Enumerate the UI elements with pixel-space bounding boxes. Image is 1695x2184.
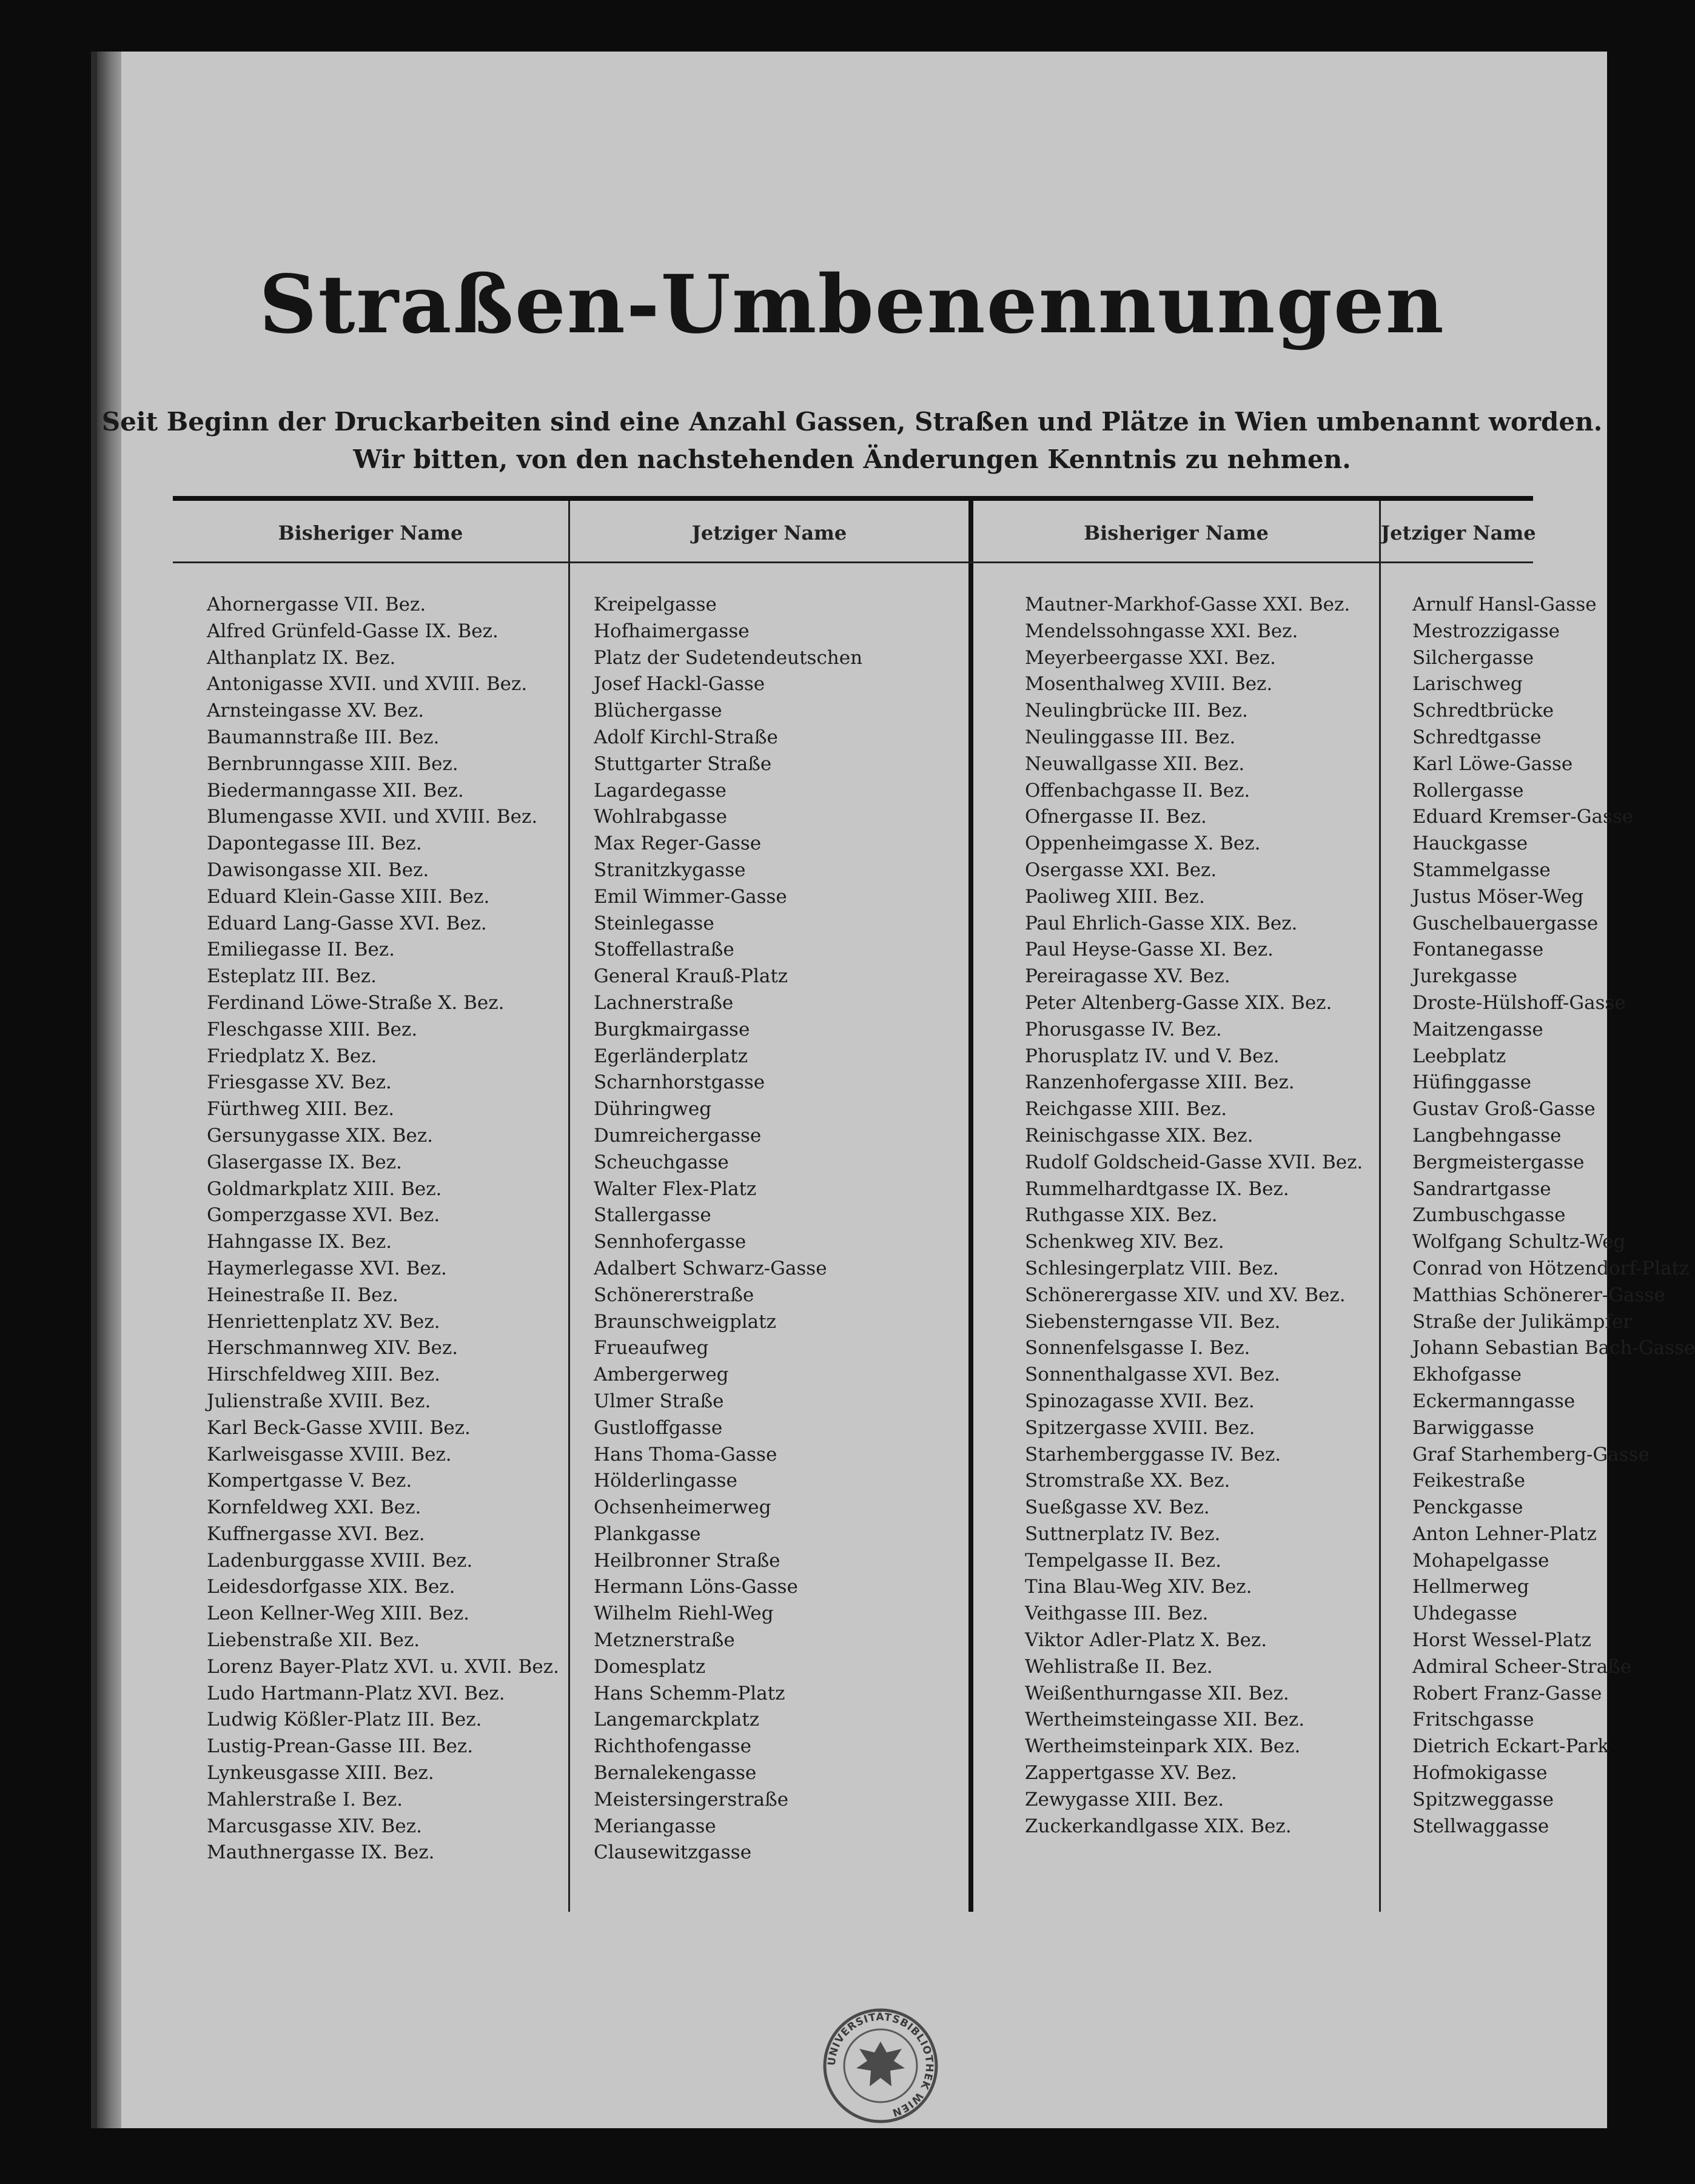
new-street-name: Domesplatz [594, 1655, 706, 1678]
old-street-name: Wertheimsteingasse XII. Bez. [1025, 1709, 1305, 1731]
new-street-name: Zumbuschgasse [1412, 1204, 1566, 1227]
new-street-name: Jurekgasse [1412, 965, 1517, 988]
new-street-name: Stuttgarter Straße [594, 752, 772, 775]
old-street-name: Paoliweg XIII. Bez. [1025, 885, 1205, 908]
old-street-name: Alfred Grünfeld-Gasse IX. Bez. [207, 620, 498, 642]
old-street-name: Arnsteingasse XV. Bez. [207, 700, 425, 722]
old-street-name: Hirschfeldweg XIII. Bez. [207, 1364, 440, 1386]
old-street-name: Ferdinand Löwe-Straße X. Bez. [207, 991, 505, 1014]
old-street-name: Ahornergasse VII. Bez. [207, 594, 426, 615]
old-street-name: Peter Altenberg-Gasse XIX. Bez. [1025, 991, 1332, 1014]
header-old-name-right: Bisheriger Name [1084, 521, 1269, 544]
new-street-name: Egerländerplatz [594, 1045, 748, 1067]
header-rule [173, 561, 1533, 563]
old-street-name: Sueßgasse XV. Bez. [1025, 1496, 1210, 1519]
new-street-name: Scheuchgasse [594, 1151, 729, 1173]
new-street-name: Meriangasse [594, 1815, 716, 1837]
new-street-name: Admiral Scheer-Straße [1412, 1655, 1632, 1678]
old-street-name: Schlesingerplatz VIII. Bez. [1025, 1257, 1279, 1279]
old-street-name: Oppenheimgasse X. Bez. [1025, 832, 1261, 855]
new-street-name: Frueaufweg [594, 1337, 709, 1359]
new-street-name: Platz der Sudetendeutschen [594, 646, 863, 669]
new-street-name: Wohlrabgasse [594, 806, 727, 828]
old-street-name: Ludo Hartmann-Platz XVI. Bez. [207, 1682, 505, 1704]
new-street-name: Stranitzkygasse [594, 859, 746, 881]
new-street-name: Kreipelgasse [594, 594, 717, 615]
new-street-name: Langbehngasse [1412, 1124, 1562, 1147]
new-street-name: Larischweg [1412, 673, 1523, 695]
left-old-names-list [207, 592, 559, 1866]
old-street-name: Neulingbrücke III. Bez. [1025, 700, 1248, 722]
new-street-name: Scharnhorstgasse [594, 1071, 765, 1094]
new-street-name: Wolfgang Schultz-Weg [1412, 1231, 1626, 1253]
new-street-name: Conrad von Hötzendorf-Platz [1412, 1257, 1690, 1279]
new-street-name: Steinlegasse [594, 912, 714, 934]
old-street-name: Paul Ehrlich-Gasse XIX. Bez. [1025, 912, 1298, 934]
old-street-name: Rudolf Goldscheid-Gasse XVII. Bez. [1025, 1151, 1363, 1173]
old-street-name: Fürthweg XIII. Bez. [207, 1098, 395, 1120]
old-street-name: Schönerergasse XIV. und XV. Bez. [1025, 1284, 1346, 1306]
new-street-name: Horst Wessel-Platz [1412, 1629, 1592, 1652]
old-street-name: Mauthnergasse IX. Bez. [207, 1841, 435, 1864]
old-street-name: Zewygasse XIII. Bez. [1025, 1788, 1224, 1811]
old-street-name: Hahngasse IX. Bez. [207, 1231, 392, 1253]
old-street-name: Sonnenthalgasse XVI. Bez. [1025, 1364, 1281, 1386]
old-street-name: Lustig-Prean-Gasse III. Bez. [207, 1735, 474, 1758]
old-street-name: Liebenstraße XII. Bez. [207, 1629, 420, 1652]
old-street-name: Pereiragasse XV. Bez. [1025, 965, 1230, 988]
old-street-name: Stromstraße XX. Bez. [1025, 1470, 1230, 1492]
new-street-name: Adalbert Schwarz-Gasse [594, 1257, 827, 1279]
old-street-name: Karlweisgasse XVIII. Bez. [207, 1443, 452, 1465]
new-street-name: Justus Möser-Weg [1412, 885, 1584, 908]
new-street-name: Stammelgasse [1412, 859, 1551, 881]
new-street-name: Anton Lehner-Platz [1412, 1522, 1597, 1545]
new-street-name: Bernalekengasse [594, 1762, 757, 1784]
old-street-name: Kompertgasse V. Bez. [207, 1470, 412, 1492]
old-street-name: Meyerbeergasse XXI. Bez. [1025, 646, 1276, 669]
new-street-name: Hofhaimergasse [594, 620, 750, 642]
old-street-name: Ladenburggasse XVIII. Bez. [207, 1549, 473, 1572]
old-street-name: Mendelssohngasse XXI. Bez. [1025, 620, 1298, 642]
new-street-name: Eduard Kremser-Gasse [1412, 806, 1634, 828]
old-street-name: Kuffnergasse XVI. Bez. [207, 1522, 425, 1545]
old-street-name: Wehlistraße II. Bez. [1025, 1655, 1213, 1678]
old-street-name: Ruthgasse XIX. Bez. [1025, 1204, 1218, 1227]
new-street-name: Leebplatz [1412, 1045, 1506, 1067]
old-street-name: Starhemberggasse IV. Bez. [1025, 1443, 1281, 1465]
old-street-name: Rummelhardtgasse IX. Bez. [1025, 1177, 1289, 1200]
old-street-name: Gersunygasse XIX. Bez. [207, 1124, 434, 1147]
intro-line-2: Wir bitten, von den nachstehenden Änderungen Kenntnis zu nehmen. [353, 444, 1351, 474]
old-street-name: Phorusgasse IV. Bez. [1025, 1018, 1222, 1040]
old-street-name: Wertheimsteinpark XIX. Bez. [1025, 1735, 1301, 1758]
intro-line-1: Seit Beginn der Druckarbeiten sind eine Anzahl Gassen, Straßen und Plätze in Wien umbenannt worden. [101, 407, 1603, 437]
old-street-name: Antonigasse XVII. und XVIII. Bez. [207, 673, 528, 695]
new-street-name: Stallergasse [594, 1204, 711, 1227]
new-street-name: Uhdegasse [1412, 1603, 1517, 1625]
new-street-name: Feikestraße [1412, 1470, 1525, 1492]
old-street-name: Offenbachgasse II. Bez. [1025, 779, 1250, 802]
old-street-name: Leidesdorfgasse XIX. Bez. [207, 1576, 455, 1598]
new-street-name: Rollergasse [1412, 779, 1524, 802]
new-street-name: Hofmokigasse [1412, 1762, 1548, 1784]
header-new-name-left: Jetziger Name [691, 521, 847, 544]
old-street-name: Ludwig Kößler-Platz III. Bez. [207, 1709, 482, 1731]
old-street-name: Herschmannweg XIV. Bez. [207, 1337, 458, 1359]
old-street-name: Fleschgasse XIII. Bez. [207, 1018, 418, 1040]
new-street-name: Burgkmairgasse [594, 1018, 750, 1040]
old-street-name: Dapontegasse III. Bez. [207, 832, 422, 855]
new-street-name: Metznerstraße [594, 1629, 735, 1652]
new-street-name: Mestrozzigasse [1412, 620, 1560, 642]
old-street-name: Lorenz Bayer-Platz XVI. u. XVII. Bez. [207, 1655, 559, 1678]
old-street-name: Reinischgasse XIX. Bez. [1025, 1124, 1254, 1147]
old-street-name: Leon Kellner-Weg XIII. Bez. [207, 1603, 470, 1625]
new-street-name: Ulmer Straße [594, 1390, 724, 1412]
old-street-name: Tempelgasse II. Bez. [1025, 1549, 1221, 1572]
old-street-name: Bernbrunngasse XIII. Bez. [207, 752, 458, 775]
old-street-name: Suttnerplatz IV. Bez. [1025, 1522, 1221, 1545]
new-street-name: Dietrich Eckart-Park [1412, 1735, 1609, 1758]
old-street-name: Eduard Klein-Gasse XIII. Bez. [207, 885, 490, 908]
new-street-name: Ochsenheimerweg [594, 1496, 771, 1519]
stamp-text: UNIVERSITÄTSBIBLIOTHEK WIEN [825, 2011, 936, 2119]
new-street-name: Wilhelm Riehl-Weg [594, 1603, 774, 1625]
eagle-emblem-icon [856, 2042, 905, 2086]
intro-text [97, 403, 1607, 478]
new-street-name: Fritschgasse [1412, 1709, 1534, 1731]
new-street-name: Gustav Groß-Gasse [1412, 1098, 1596, 1120]
new-street-name: Adolf Kirchl-Straße [594, 726, 778, 748]
old-street-name: Schenkweg XIV. Bez. [1025, 1231, 1224, 1253]
old-street-name: Viktor Adler-Platz X. Bez. [1025, 1629, 1267, 1652]
old-street-name: Osergasse XXI. Bez. [1025, 859, 1217, 881]
library-stamp [820, 2005, 941, 2126]
old-street-name: Mautner-Markhof-Gasse XXI. Bez. [1025, 594, 1351, 615]
old-street-name: Dawisongasse XII. Bez. [207, 859, 429, 881]
new-street-name: Penckgasse [1412, 1496, 1523, 1519]
right-new-names-list [1412, 592, 1695, 1840]
old-street-name: Karl Beck-Gasse XVIII. Bez. [207, 1416, 471, 1439]
new-street-name: Stoffellastraße [594, 939, 734, 961]
old-street-name: Neulinggasse III. Bez. [1025, 726, 1236, 748]
new-street-name: Dühringweg [594, 1098, 712, 1120]
old-street-name: Biedermanngasse XII. Bez. [207, 779, 464, 802]
old-street-name: Sonnenfelsgasse I. Bez. [1025, 1337, 1250, 1359]
old-street-name: Julienstraße XVIII. Bez. [207, 1390, 431, 1412]
new-street-name: Graf Starhemberg-Gasse [1412, 1443, 1650, 1465]
old-street-name: Friedplatz X. Bez. [207, 1045, 377, 1067]
new-street-name: Blüchergasse [594, 700, 722, 722]
book-spine [97, 52, 121, 2128]
new-street-name: Sandrartgasse [1412, 1177, 1551, 1200]
new-street-name: Schredtbrücke [1412, 700, 1554, 722]
new-street-name: Emil Wimmer-Gasse [594, 885, 787, 908]
left-new-names-list [594, 592, 862, 1866]
new-street-name: Hölderlingasse [594, 1470, 737, 1492]
header-new-name-right: Jetziger Name [1381, 521, 1536, 544]
header-old-name-left: Bisheriger Name [278, 521, 463, 544]
column-divider [568, 501, 570, 1912]
new-street-name: Gustloffgasse [594, 1416, 723, 1439]
new-street-name: Stellwaggasse [1412, 1815, 1549, 1837]
new-street-name: Langemarckplatz [594, 1709, 760, 1731]
new-street-name: Mohapelgasse [1412, 1549, 1549, 1572]
new-street-name: Barwiggasse [1412, 1416, 1534, 1439]
renaming-table [173, 496, 1695, 1917]
new-street-name: Braunschweigplatz [594, 1310, 776, 1333]
old-street-name: Mosenthalweg XVIII. Bez. [1025, 673, 1273, 695]
old-street-name: Zappertgasse XV. Bez. [1025, 1762, 1237, 1784]
old-street-name: Althanplatz IX. Bez. [207, 646, 396, 669]
old-street-name: Spitzergasse XVIII. Bez. [1025, 1416, 1255, 1439]
old-street-name: Kornfeldweg XXI. Bez. [207, 1496, 421, 1519]
new-street-name: Hüfinggasse [1412, 1071, 1531, 1094]
old-street-name: Mahlerstraße I. Bez. [207, 1788, 403, 1811]
new-street-name: Hermann Löns-Gasse [594, 1576, 798, 1598]
old-street-name: Baumannstraße III. Bez. [207, 726, 440, 748]
new-street-name: Karl Löwe-Gasse [1412, 752, 1573, 775]
new-street-name: Dumreichergasse [594, 1124, 762, 1147]
new-street-name: Maitzengasse [1412, 1018, 1543, 1040]
old-street-name: Phorusplatz IV. und V. Bez. [1025, 1045, 1280, 1067]
old-street-name: Ranzenhofergasse XIII. Bez. [1025, 1071, 1295, 1094]
old-street-name: Emiliegasse II. Bez. [207, 939, 395, 961]
new-street-name: Straße der Julikämpfer [1412, 1310, 1633, 1333]
new-street-name: Max Reger-Gasse [594, 832, 762, 855]
old-street-name: Blumengasse XVII. und XVIII. Bez. [207, 806, 538, 828]
old-street-name: Lynkeusgasse XIII. Bez. [207, 1762, 434, 1784]
old-street-name: Weißenthurngasse XII. Bez. [1025, 1682, 1289, 1704]
new-street-name: Heilbronner Straße [594, 1549, 780, 1572]
new-street-name: Ekhofgasse [1412, 1364, 1522, 1386]
center-divider [968, 501, 973, 1912]
old-street-name: Veithgasse III. Bez. [1025, 1603, 1209, 1625]
old-street-name: Heinestraße II. Bez. [207, 1284, 398, 1306]
new-street-name: Spitzweggasse [1412, 1788, 1554, 1811]
old-street-name: Marcusgasse XIV. Bez. [207, 1815, 422, 1837]
new-street-name: Silchergasse [1412, 646, 1534, 669]
new-street-name: General Krauß-Platz [594, 965, 788, 988]
new-street-name: Hans Thoma-Gasse [594, 1443, 777, 1465]
old-street-name: Esteplatz III. Bez. [207, 965, 377, 988]
new-street-name: Hellmerweg [1412, 1576, 1529, 1598]
new-street-name: Meistersingerstraße [594, 1788, 789, 1811]
old-street-name: Ofnergasse II. Bez. [1025, 806, 1207, 828]
old-street-name: Friesgasse XV. Bez. [207, 1071, 392, 1094]
column-divider [1379, 501, 1381, 1912]
page-title: Straßen-Umbenennungen [259, 258, 1445, 352]
new-street-name: Sennhofergasse [594, 1231, 747, 1253]
old-street-name: Zuckerkandlgasse XIX. Bez. [1025, 1815, 1292, 1837]
new-street-name: Richthofengasse [594, 1735, 751, 1758]
new-street-name: Droste-Hülshoff-Gasse [1412, 991, 1626, 1014]
old-street-name: Reichgasse XIII. Bez. [1025, 1098, 1227, 1120]
new-street-name: Walter Flex-Platz [594, 1177, 757, 1200]
old-street-name: Goldmarkplatz XIII. Bez. [207, 1177, 442, 1200]
new-street-name: Robert Franz-Gasse [1412, 1682, 1602, 1704]
new-street-name: Plankgasse [594, 1522, 701, 1545]
new-street-name: Matthias Schönerer-Gasse [1412, 1284, 1665, 1306]
new-street-name: Fontanegasse [1412, 939, 1544, 961]
new-street-name: Arnulf Hansl-Gasse [1412, 594, 1597, 615]
new-street-name: Lachnerstraße [594, 991, 734, 1014]
right-old-names-list [1025, 592, 1363, 1840]
old-street-name: Henriettenplatz XV. Bez. [207, 1310, 440, 1333]
old-street-name: Siebensterngasse VII. Bez. [1025, 1310, 1281, 1333]
new-street-name: Josef Hackl-Gasse [594, 673, 765, 695]
old-street-name: Tina Blau-Weg XIV. Bez. [1025, 1576, 1252, 1598]
new-street-name: Ambergerweg [594, 1364, 729, 1386]
book-page [91, 52, 1695, 2128]
new-street-name: Clausewitzgasse [594, 1841, 752, 1864]
old-street-name: Eduard Lang-Gasse XVI. Bez. [207, 912, 487, 934]
new-street-name: Eckermanngasse [1412, 1390, 1576, 1412]
new-street-name: Schredtgasse [1412, 726, 1542, 748]
new-street-name: Hans Schemm-Platz [594, 1682, 785, 1704]
new-street-name: Lagardegasse [594, 779, 727, 802]
new-street-name: Johann Sebastian Bach-Gasse [1412, 1337, 1695, 1359]
new-street-name: Hauckgasse [1412, 832, 1528, 855]
old-street-name: Paul Heyse-Gasse XI. Bez. [1025, 939, 1274, 961]
old-street-name: Glasergasse IX. Bez. [207, 1151, 402, 1173]
old-street-name: Spinozagasse XVII. Bez. [1025, 1390, 1255, 1412]
old-street-name: Neuwallgasse XII. Bez. [1025, 752, 1245, 775]
new-street-name: Bergmeistergasse [1412, 1151, 1585, 1173]
old-street-name: Haymerlegasse XVI. Bez. [207, 1257, 447, 1279]
old-street-name: Gomperzgasse XVI. Bez. [207, 1204, 440, 1227]
new-street-name: Guschelbauergasse [1412, 912, 1599, 934]
new-street-name: Schönererstraße [594, 1284, 754, 1306]
